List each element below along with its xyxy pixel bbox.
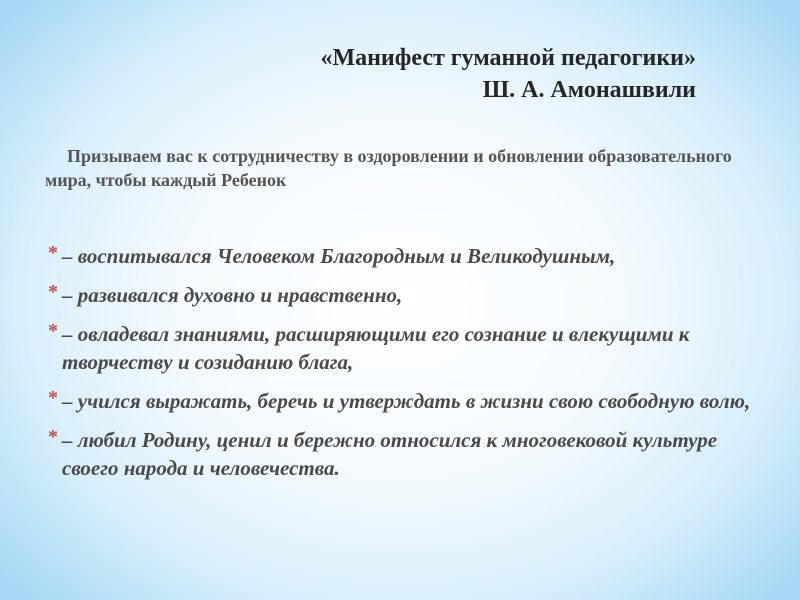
list-item-text: – развивался духовно и нравственно, — [62, 283, 403, 307]
list-item — [48, 281, 768, 309]
list-item — [48, 426, 768, 482]
bullet-list — [48, 242, 768, 493]
list-item-text: – любил Родину, ценил и бережно относился к многовековой культуре своего народа и человечества. — [62, 428, 718, 480]
asterisk-bullet-icon: * — [48, 426, 58, 448]
asterisk-bullet-icon: * — [48, 242, 58, 264]
list-item — [48, 320, 768, 376]
list-item — [48, 242, 768, 270]
list-item-text: – учился выражать, беречь и утверждать в жизни свою свободную волю, — [62, 389, 751, 413]
slide-title — [320, 42, 696, 106]
title-author: Ш. А. Амонашвили — [482, 77, 696, 103]
title-line-1: «Манифест гуманной педагогики» — [320, 45, 696, 71]
list-item — [48, 387, 768, 415]
intro-paragraph: Призываем вас к сотрудничеству в оздоровлении и обновлении образовательного мира, чтобы каждый Ребенок — [45, 146, 732, 190]
asterisk-bullet-icon: * — [48, 387, 58, 409]
asterisk-bullet-icon: * — [48, 320, 58, 342]
list-item-text: – овладевал знаниями, расширяющими его сознание и влекущими к творчеству и созиданию блага, — [62, 322, 690, 374]
list-item-text: – воспитывался Человеком Благородным и Великодушным, — [62, 244, 616, 268]
asterisk-bullet-icon: * — [48, 281, 58, 303]
